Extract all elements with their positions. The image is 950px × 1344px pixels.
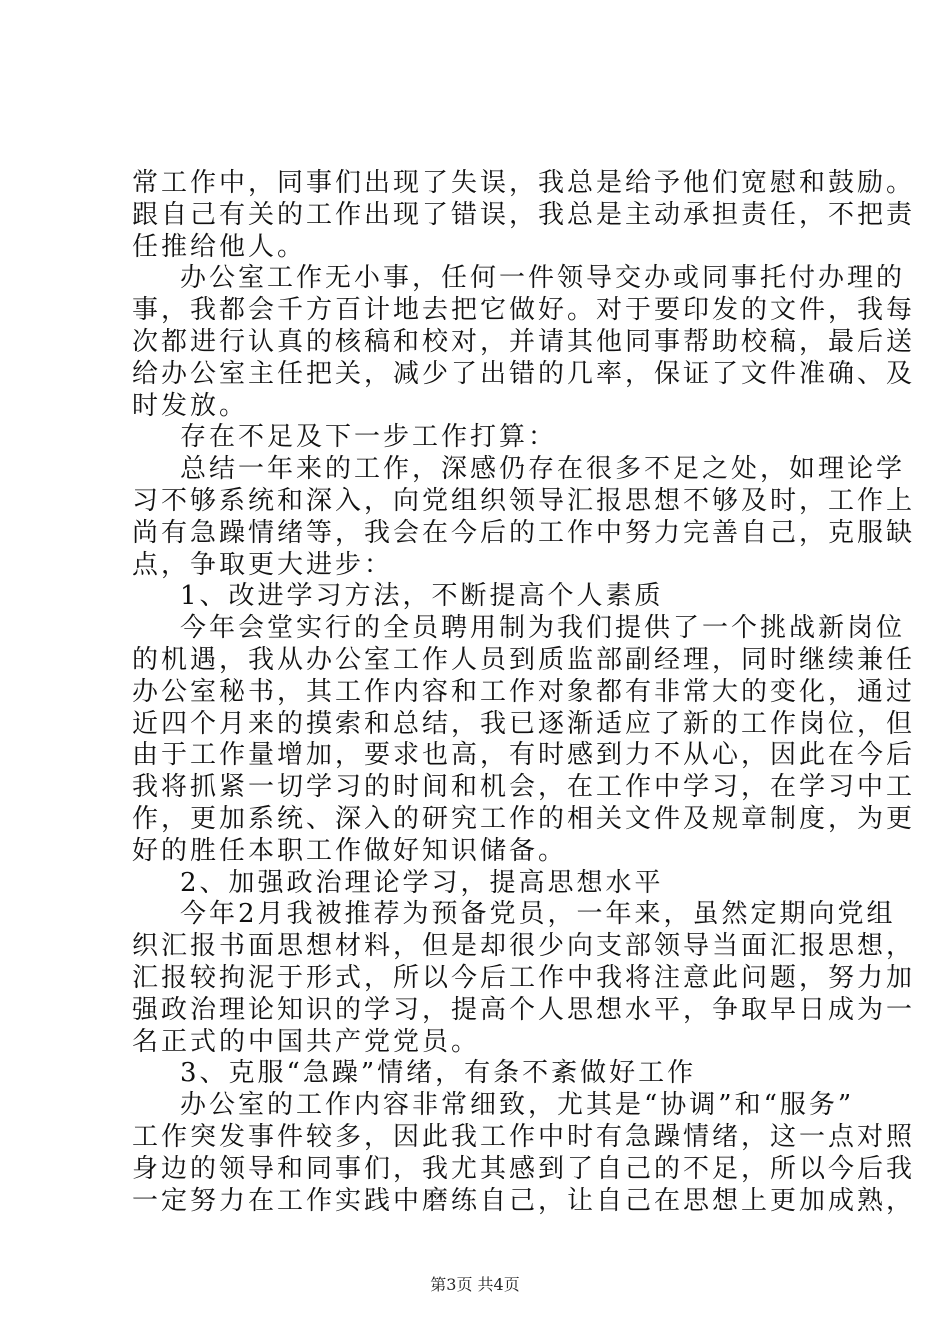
subheading-2: 2、加强政治理论学习，提高思想水平 xyxy=(180,868,664,898)
section-heading: 存在不足及下一步工作打算： xyxy=(180,422,558,452)
text-line: 作，更加系统、深入的研究工作的相关文件及规章制度，为更 xyxy=(132,804,916,834)
text-line: 汇报较拘泥于形式，所以今后工作中我将注意此问题，努力加 xyxy=(132,963,916,993)
paragraph-start-line: 办公室工作无小事，任何一件领导交办或同事托付办理的 xyxy=(180,263,906,293)
text-line: 名正式的中国共产党党员。 xyxy=(132,1027,481,1057)
text-line: 办公室秘书，其工作内容和工作对象都有非常大的变化，通过 xyxy=(132,677,916,707)
text-line: 一定努力在工作实践中磨练自己，让自己在思想上更加成熟， xyxy=(132,1186,916,1216)
paragraph-start-line: 办公室的工作内容非常细致，尤其是“协调”和“服务” xyxy=(180,1090,855,1120)
text-line: 事，我都会千方百计地去把它做好。对于要印发的文件，我每 xyxy=(132,295,916,325)
text-line: 工作突发事件较多，因此我工作中时有急躁情绪，这一点对照 xyxy=(132,1122,916,1152)
text-line: 织汇报书面思想材料，但是却很少向支部领导当面汇报思想， xyxy=(132,931,916,961)
text-line: 次都进行认真的核稿和校对，并请其他同事帮助校稿，最后送 xyxy=(132,327,916,357)
text-line: 尚有急躁情绪等，我会在今后的工作中努力完善自己，克服缺 xyxy=(132,518,916,548)
paragraph-start-line: 总结一年来的工作，深感仍存在很多不足之处，如理论学 xyxy=(180,454,906,484)
page-footer: 第3页 共4页 xyxy=(430,1275,520,1294)
text-line: 任推给他人。 xyxy=(132,232,307,262)
paragraph-start-line: 今年2月我被推荐为预备党员，一年来，虽然定期向党组 xyxy=(180,899,896,929)
text-line: 点，争取更大进步： xyxy=(132,550,394,580)
text-line: 我将抓紧一切学习的时间和机会，在工作中学习，在学习中工 xyxy=(132,772,916,802)
text-line: 跟自己有关的工作出现了错误，我总是主动承担责任，不把责 xyxy=(132,200,916,230)
text-line: 好的胜任本职工作做好知识储备。 xyxy=(132,836,568,866)
subheading-1: 1、改进学习方法，不断提高个人素质 xyxy=(180,581,664,611)
text-line: 习不够系统和深入，向党组织领导汇报思想不够及时，工作上 xyxy=(132,486,916,516)
text-line: 给办公室主任把关，减少了出错的几率，保证了文件准确、及 xyxy=(132,359,916,389)
text-line: 常工作中，同事们出现了失误，我总是给予他们宽慰和鼓励。 xyxy=(132,168,916,198)
text-line: 由于工作量增加，要求也高，有时感到力不从心，因此在今后 xyxy=(132,740,916,770)
subheading-3: 3、克服“急躁”情绪，有条不紊做好工作 xyxy=(180,1058,697,1088)
text-line: 强政治理论知识的学习，提高个人思想水平，争取早日成为一 xyxy=(132,995,916,1025)
paragraph-start-line: 今年会堂实行的全员聘用制为我们提供了一个挑战新岗位 xyxy=(180,613,906,643)
text-line: 身边的领导和同事们，我尤其感到了自己的不足，所以今后我 xyxy=(132,1154,916,1184)
text-line: 时发放。 xyxy=(132,391,249,421)
text-line: 的机遇，我从办公室工作人员到质监部副经理，同时继续兼任 xyxy=(132,645,916,675)
text-line: 近四个月来的摸索和总结，我已逐渐适应了新的工作岗位，但 xyxy=(132,709,916,739)
